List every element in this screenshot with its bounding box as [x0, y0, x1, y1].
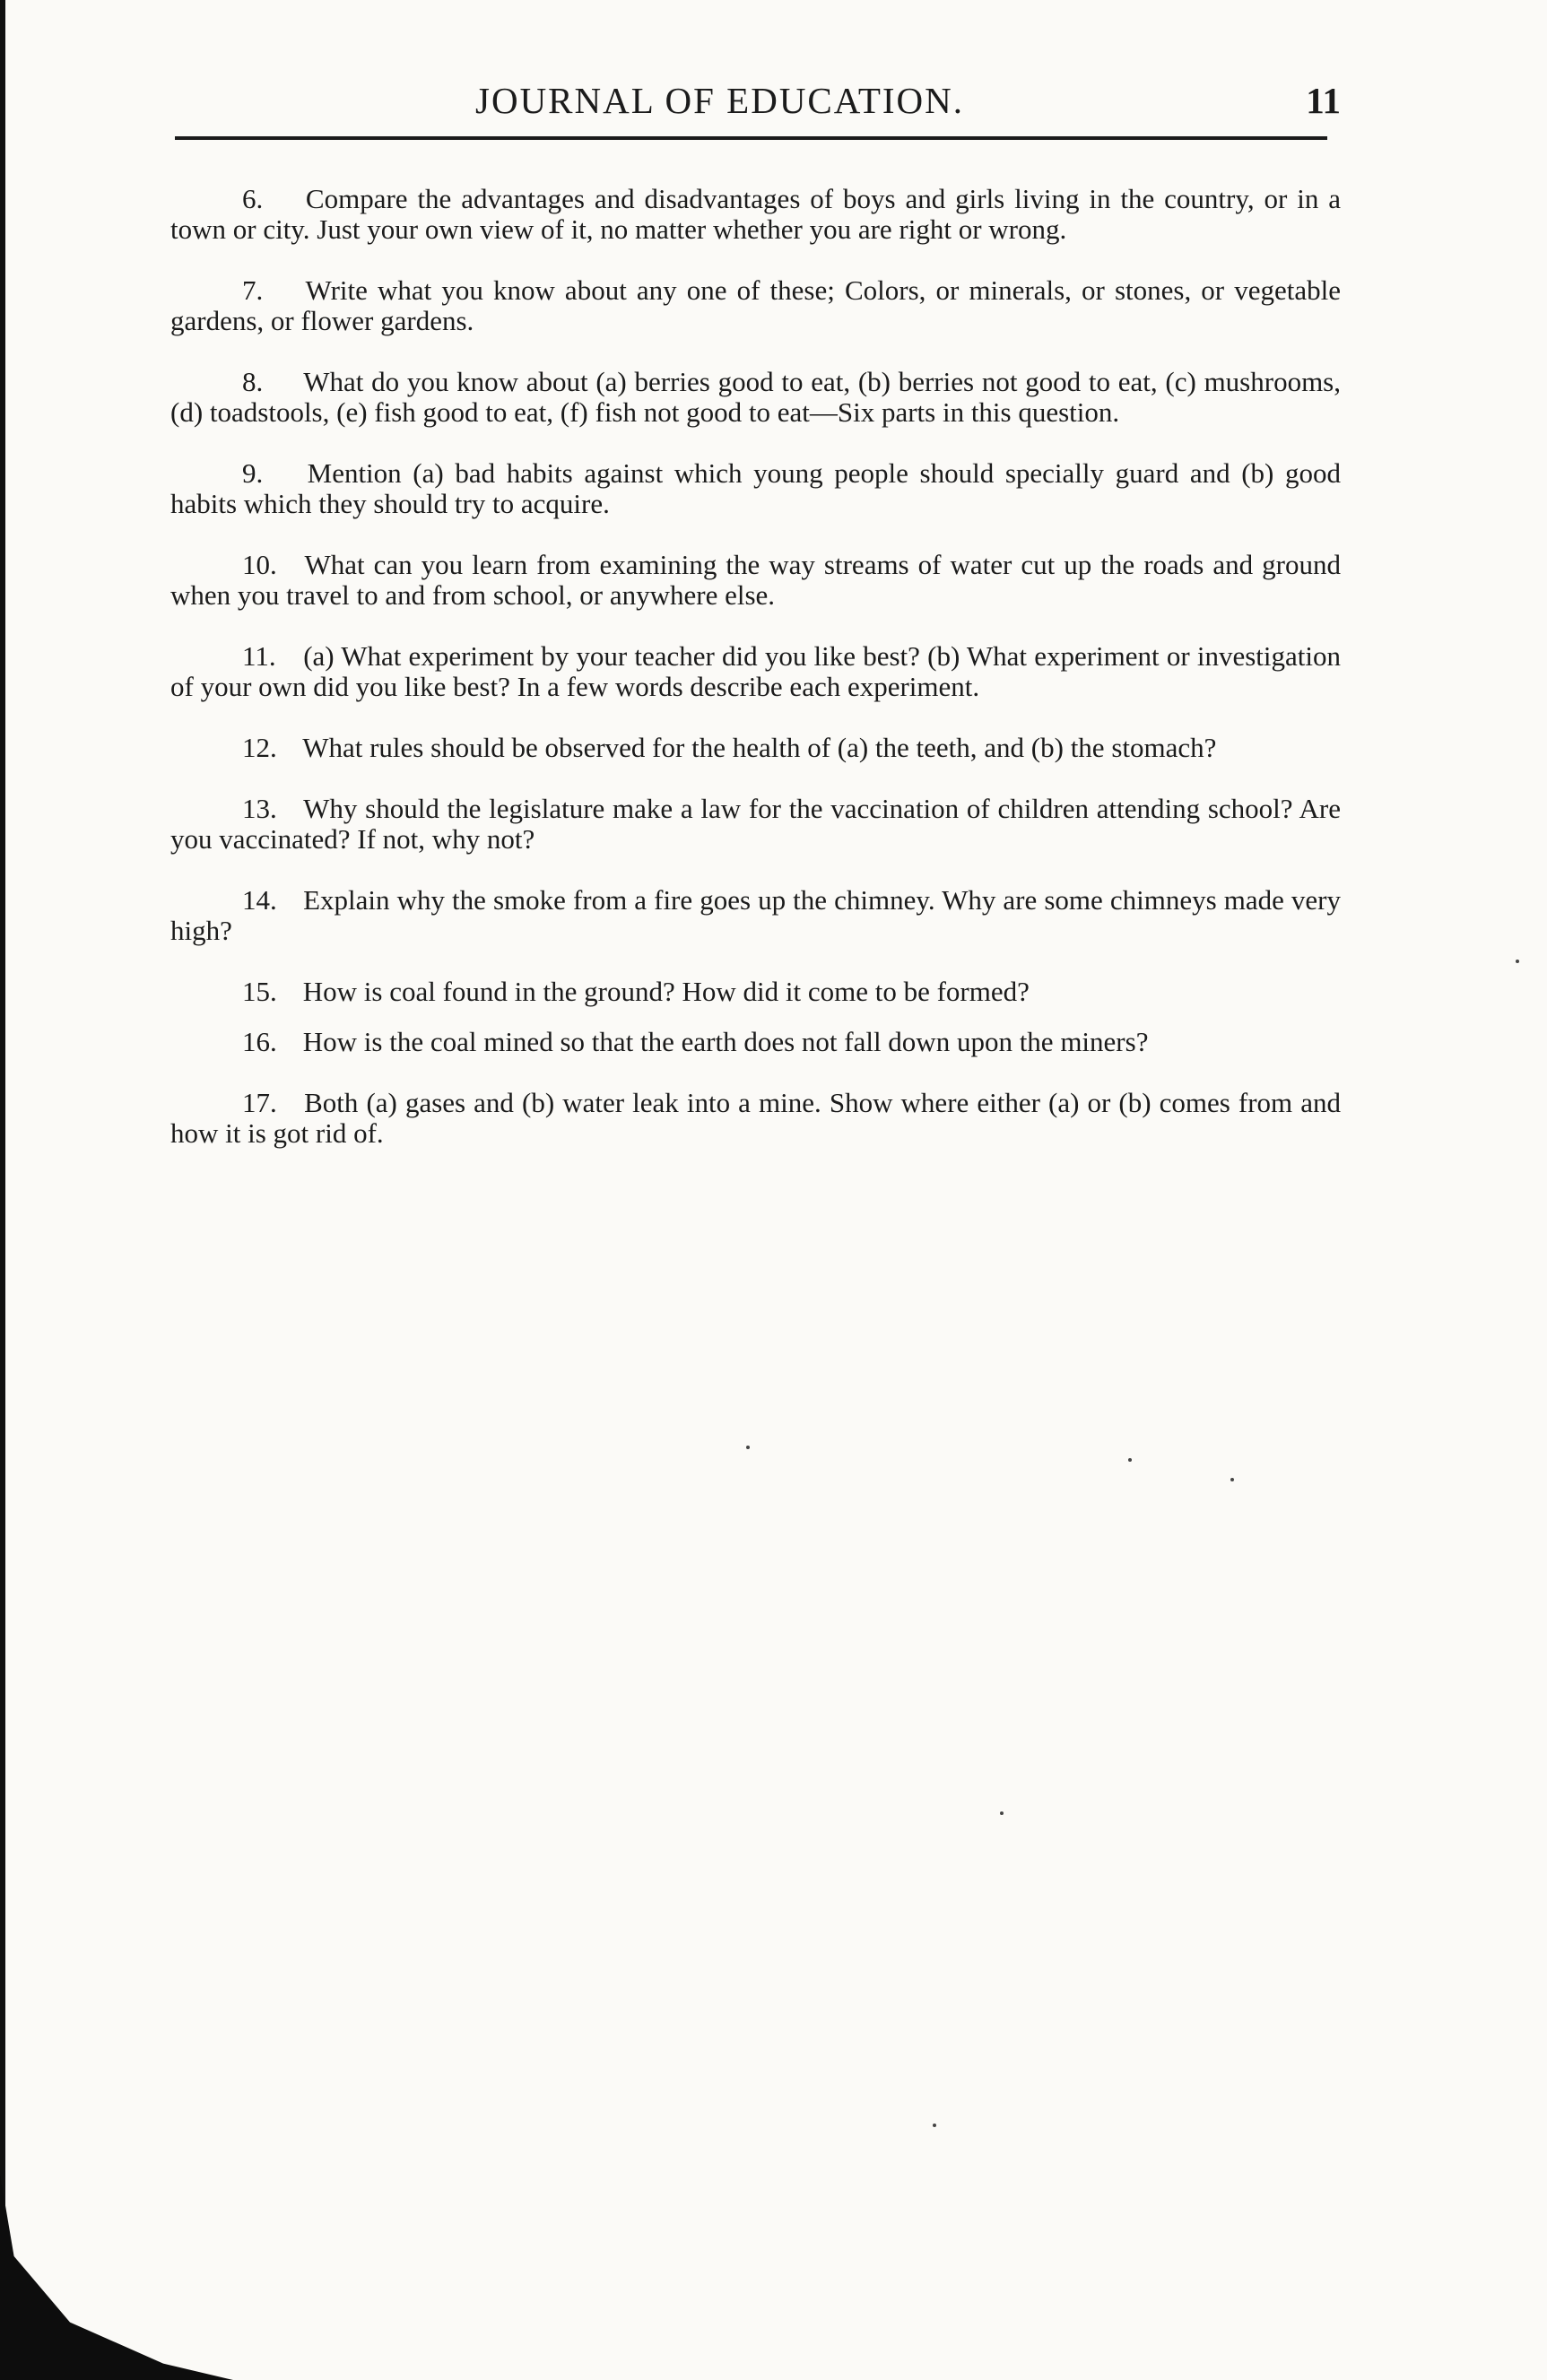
question-number: 14. — [242, 884, 277, 916]
question-number: 9. — [242, 457, 264, 489]
question-text: Compare the advantages and disadvantages of boys and girls living in the country, or in a town or city. Just your own view of it, no matter whether you are right or wrong. — [170, 183, 1342, 245]
question-text: Why should the legislature make a law for the vaccination of children attending school? Are you vaccinated? If not, why not? — [170, 793, 1341, 855]
question-text: How is coal found in the ground? How did it come to be formed? — [302, 976, 1030, 1007]
question-16 — [170, 1027, 1341, 1057]
question-text: Mention (a) bad habits against which young people should specially guard and (b) good habits which they should try to acquire. — [170, 457, 1341, 519]
question-10 — [170, 550, 1341, 611]
question-number: 12. — [242, 732, 277, 763]
question-number: 16. — [242, 1026, 277, 1057]
question-number: 15. — [242, 976, 277, 1007]
question-9 — [170, 458, 1341, 519]
question-number: 7. — [242, 274, 264, 306]
scan-speck — [1000, 1811, 1004, 1815]
question-7 — [170, 275, 1341, 336]
header-rule — [175, 136, 1327, 140]
question-number: 6. — [242, 183, 264, 214]
question-text: How is the coal mined so that the earth does not fall down upon the miners? — [302, 1026, 1149, 1057]
question-text: Both (a) gases and (b) water leak into a mine. Show where either (a) or (b) comes from and how it is got rid of. — [170, 1087, 1341, 1149]
question-13 — [170, 794, 1341, 855]
question-number: 13. — [242, 793, 277, 824]
question-12 — [170, 733, 1341, 763]
question-number: 8. — [242, 366, 264, 397]
question-text: What can you learn from examining the way streams of water cut up the roads and ground when you travel to and from school, or anywhere else. — [170, 549, 1341, 611]
question-11 — [170, 641, 1341, 702]
question-list — [170, 184, 1341, 1179]
scan-speck — [1230, 1478, 1234, 1481]
page-header — [175, 79, 1341, 133]
question-8 — [170, 367, 1341, 428]
page-number: 11 — [1306, 80, 1341, 121]
question-text: (a) What experiment by your teacher did you like best? (b) What experiment or investigation of your own did you like best? In a few words describe each experiment. — [170, 640, 1342, 702]
question-text: Write what you know about any one of these; Colors, or minerals, or stones, or vegetable gardens, or flower gardens. — [170, 274, 1341, 336]
question-number: 17. — [242, 1087, 277, 1118]
scan-speck — [1128, 1458, 1132, 1462]
question-15 — [170, 977, 1341, 1007]
scan-speck — [933, 2124, 936, 2127]
question-6 — [170, 184, 1341, 245]
question-number: 11. — [242, 640, 276, 672]
scan-corner-shadow — [0, 2174, 233, 2380]
scan-speck — [1516, 960, 1519, 963]
question-number: 10. — [242, 549, 277, 580]
binding-edge — [0, 0, 5, 2380]
question-text: What do you know about (a) berries good to eat, (b) berries not good to eat, (c) mushrooms, (d) toadstools, (e) fish good to eat, (f) fish not good to eat—Six parts in this question. — [170, 366, 1341, 428]
question-text: What rules should be observed for the health of (a) the teeth, and (b) the stomach? — [302, 732, 1217, 763]
question-14 — [170, 885, 1341, 946]
question-17 — [170, 1088, 1341, 1149]
journal-title: JOURNAL OF EDUCATION. — [475, 80, 965, 121]
scan-speck — [746, 1446, 750, 1449]
question-text: Explain why the smoke from a fire goes up the chimney. Why are some chimneys made very high? — [170, 884, 1341, 946]
